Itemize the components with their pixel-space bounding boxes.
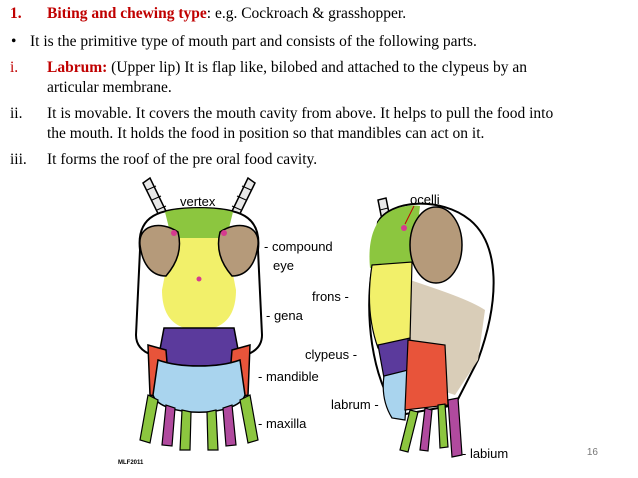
front-palp-2 [240,395,258,443]
label-labrum: labrum - [331,397,379,412]
item-ii-line2: the mouth. It holds the food in position so that mandibles can act on it. [47,125,485,142]
label-labium: - labium [462,446,509,461]
item-ii-marker: ii. [10,105,23,122]
bullet-marker: • [11,33,17,50]
front-palp-4 [223,405,236,446]
item-i-line2: articular membrane. [47,79,172,96]
label-compound: - compound [264,239,333,254]
bullet-text: It is the primitive type of mouth part and consists of the following parts. [30,33,477,50]
heading-rest: : e.g. Cockroach & grasshopper. [206,5,407,22]
label-clypeus: clypeus - [305,347,358,362]
front-ocellus-middle [197,277,202,282]
front-palp-5 [180,410,191,450]
label-vertex: vertex [180,194,216,209]
label-ocelli: ocelli [410,192,440,207]
front-ocellus-right [221,230,227,236]
front-clypeus [158,328,240,366]
side-frons [370,262,412,348]
label-frons: frons - [312,289,349,304]
heading-title: Biting and chewing type [47,5,207,22]
side-palp-3 [438,404,448,448]
item-i-text: (Upper lip) It is flap like, bilobed and attached to the clypeus by an [107,59,527,76]
item-i-marker: i. [10,59,19,76]
front-labrum [153,360,245,412]
item-ii-line1: It is movable. It covers the mouth cavity from above. It helps to pull the food into [47,105,554,122]
front-palp-3 [162,405,175,446]
side-compound-eye [410,207,462,283]
side-ocellus [401,225,407,231]
side-view [369,198,493,457]
diagram-credit: MLF2011 [118,460,144,466]
label-maxilla: - maxilla [258,416,307,431]
front-ocellus-left [171,230,177,236]
side-labrum [383,370,408,420]
item-i-label: Labrum: [47,59,108,76]
item-iii-line1: It forms the roof of the pre oral food cavity. [47,151,318,168]
front-palp-1 [140,395,158,443]
side-palp-2 [420,408,432,451]
front-view [136,178,262,450]
label-eye: eye [273,258,294,273]
label-gena: - gena [266,308,303,323]
page-number: 16 [586,447,598,458]
label-mandible: - mandible [258,369,319,384]
front-palp-6 [207,410,218,450]
side-mandible [405,340,448,410]
item-iii-marker: iii. [10,151,27,168]
heading-number: 1. [10,5,22,22]
side-labium [448,398,462,457]
